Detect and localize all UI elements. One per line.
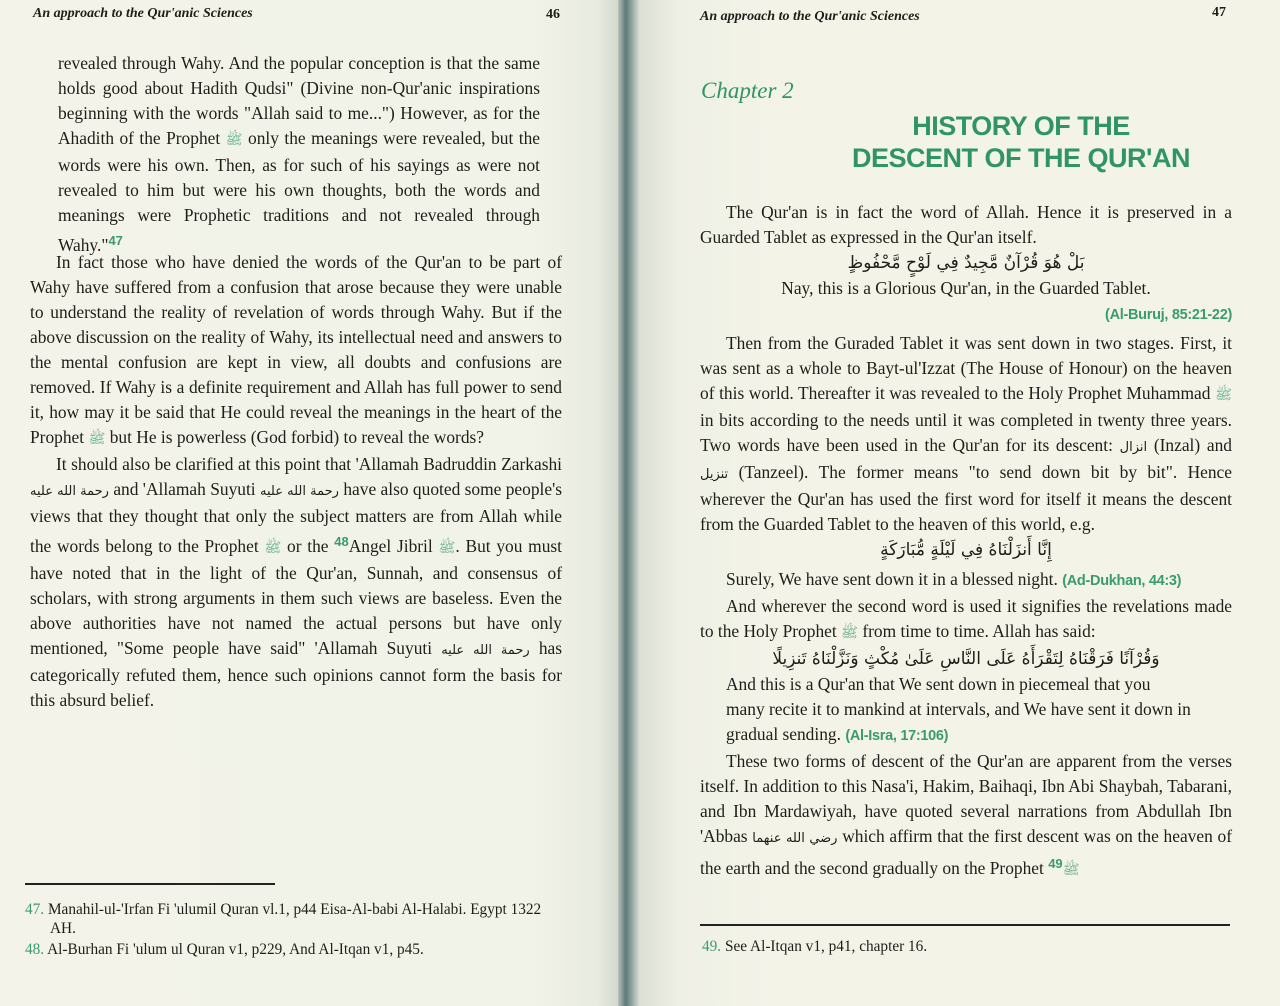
footnote-divider bbox=[25, 883, 275, 885]
block-quote bbox=[58, 51, 540, 258]
verse-translation: Surely, We have sent down it in a blessed night. bbox=[726, 569, 1058, 589]
arabic-word: تنزيل bbox=[700, 467, 729, 482]
text: In fact those who have denied the words of the Qur'an to be part of Wahy have suffered from a confusion that arose because they were unable to understand the reality of revelation of words through Wahy. But if the above discussion on the reality of Wahy, its intellectual need and answers to the mental confusion are kept in view, all doubts and confusions are removed. If Wahy is a definite requirement and Allah has full power to send it, how may it be said that He could reveal the meanings in the heart of the Prophet bbox=[30, 252, 562, 447]
chapter-title bbox=[700, 110, 1232, 174]
footnote-number: 48. bbox=[25, 941, 45, 958]
body-text bbox=[30, 250, 562, 713]
text: and 'Allamah Suyuti bbox=[108, 479, 261, 499]
footnote-number: 49. bbox=[702, 938, 722, 955]
text: or the bbox=[281, 536, 335, 556]
text: but He is powerless (God forbid) to reveal the words? bbox=[105, 427, 485, 447]
text: revealed through Wahy. And the popular conception is that the same holds good about Hadith Qudsi" (Divine non-Qur'anic inspirations beginning with the words "Allah said to me...") However, as for the Ahadith of the Prophet bbox=[58, 53, 540, 148]
body-text bbox=[700, 200, 1232, 883]
text: has categorically refuted them, hence such opinions cannot form the basis for this absurd belief. bbox=[30, 638, 562, 710]
verse-translation: And this is a Qur'an that We sent down in piecemeal that you many recite it to mankind at intervals, and We have sent it down in gradual sending. bbox=[726, 674, 1191, 744]
as-honorific-icon: ﷺ bbox=[438, 540, 456, 556]
text: (Tanzeel). The former means "to send down bit by bit". Hence wherever the Qur'an has used the first word for itself it means the descent from the Guarded Tablet to the heaven of this world, e.g. bbox=[700, 462, 1232, 534]
pbuh-honorific-icon: ﷺ bbox=[1062, 862, 1080, 878]
footnote-text: Manahil-ul-'Irfan Fi 'ulumil Quran vl.1, p44 Eisa-Al-babi Al-Halabi. Egypt 1322 AH. bbox=[47, 901, 542, 937]
footnote-text: Al-Burhan Fi 'ulum ul Quran v1, p229, And Al-Itqan v1, p45. bbox=[47, 941, 424, 958]
text: These two forms of descent of the Qur'an are apparent from the verses itself. In addition to this Nasa'i, Hakim, Baihaqi, Ibn Abi Shaybah, Tabarani, and Ibn Mardawiyah, have quoted several narrations from Abdullah Ibn 'Abbas bbox=[700, 751, 1232, 846]
footnote-ref[interactable]: 48 bbox=[334, 534, 349, 549]
footnote-number: 47. bbox=[25, 901, 45, 918]
footnote-ref[interactable]: 49 bbox=[1048, 856, 1063, 871]
arabic-verse: وَقُرْآنًا فَرَقْنَاهُ لِتَقْرَأَهُ عَلَى النَّاسِ عَلَىٰ مُكْثٍ وَنَزَّلْنَاهُ تَنزِيلًا bbox=[772, 649, 1160, 669]
pbuh-honorific-icon: ﷺ bbox=[88, 431, 106, 447]
pbuh-honorific-icon: ﷺ bbox=[225, 132, 243, 148]
arabic-honorific: رضي الله عنهما bbox=[752, 831, 838, 846]
text: (Inzal) and bbox=[1147, 435, 1232, 455]
footnote-divider bbox=[700, 924, 1230, 926]
footnote-48 bbox=[25, 940, 560, 959]
chapter-label: Chapter 2 bbox=[701, 78, 794, 103]
verse-reference: (Al-Buruj, 85:21-22) bbox=[1105, 307, 1232, 323]
arabic-honorific: رحمة الله عليه bbox=[30, 484, 109, 499]
text: which affirm that the first descent was on the heaven of the earth and the second gradually on the Prophet bbox=[700, 826, 1232, 878]
arabic-honorific: رحمة الله عليه bbox=[441, 643, 530, 658]
pbuh-honorific-icon: ﷺ bbox=[264, 540, 282, 556]
paragraph: The Qur'an is in fact the word of Allah. Hence it is preserved in a Guarded Tablet as expressed in the Qur'an itself. bbox=[700, 202, 1232, 247]
text: . But you must have noted that in the light of the Qur'an, Sunnah, and consensus of scholars, with strong arguments in them such views are baseless. Even the above authorities have not named the actual persons but have only mentioned, "Some people have said" 'Allamah Suyuti bbox=[30, 536, 562, 658]
page-number: 47 bbox=[1212, 5, 1226, 20]
verse-translation: Nay, this is a Glorious Qur'an, in the Guarded Tablet. bbox=[781, 278, 1151, 298]
text: Then from the Guraded Tablet it was sent down in two stages. First, it was sent as a whole to Bayt-ul'Izzat (The House of Honour) on the heaven of this world. Thereafter it was revealed to the Holy Prophet Muhammad bbox=[700, 333, 1232, 403]
verse-reference: (Al-Isra, 17:106) bbox=[845, 728, 949, 744]
arabic-verse: بَلْ هُوَ قُرْآنٌ مَّجِيدٌ فِي لَوْحٍ مَّحْفُوظٍ bbox=[847, 253, 1085, 273]
text: It should also be clarified at this point that 'Allamah Badruddin Zarkashi bbox=[56, 454, 562, 474]
footnote-47 bbox=[25, 900, 560, 959]
left-page bbox=[0, 0, 622, 1006]
running-head: An approach to the Qur'anic Sciences bbox=[700, 9, 920, 24]
text: Angel Jibril bbox=[348, 536, 439, 556]
footnote-49 bbox=[702, 937, 927, 956]
verse-reference: (Ad-Dukhan, 44:3) bbox=[1062, 573, 1182, 589]
text: only the meanings were revealed, but the words were his own. Then, as for such of his sayings as were not revealed to him but were his own thoughts, both the words and meanings were Prophetic traditions and not revealed through Wahy." bbox=[58, 128, 541, 255]
text: in bits according to the needs until it was completed in twenty three years. Two words have been used in the Qur'an for its descent: bbox=[700, 410, 1232, 455]
title-line: HISTORY OF THE bbox=[912, 111, 1130, 141]
page-number: 46 bbox=[546, 7, 560, 22]
text: from time to time. Allah has said: bbox=[857, 621, 1096, 641]
arabic-word: انزال bbox=[1119, 440, 1148, 455]
arabic-verse: إِنَّا أَنزَلْنَاهُ فِي لَيْلَةٍ مُّبَارَكَةٍ bbox=[880, 540, 1052, 560]
pbuh-honorific-icon: ﷺ bbox=[1215, 387, 1232, 403]
running-head: An approach to the Qur'anic Sciences bbox=[33, 6, 253, 21]
footnote-text: See Al-Itqan v1, p41, chapter 16. bbox=[724, 938, 928, 955]
text: have also quoted some people's views that they thought that only the subject matters are from Allah while the words belong to the Prophet bbox=[30, 479, 562, 556]
book-gutter bbox=[618, 0, 640, 1006]
text: And wherever the second word is used it signifies the revelations made to the Holy Prophet bbox=[700, 596, 1232, 641]
footnote-ref[interactable]: 47 bbox=[108, 233, 123, 248]
title-line: DESCENT OF THE QUR'AN bbox=[852, 143, 1190, 173]
pbuh-honorific-icon: ﷺ bbox=[841, 625, 858, 641]
arabic-honorific: رحمة الله عليه bbox=[260, 484, 339, 499]
